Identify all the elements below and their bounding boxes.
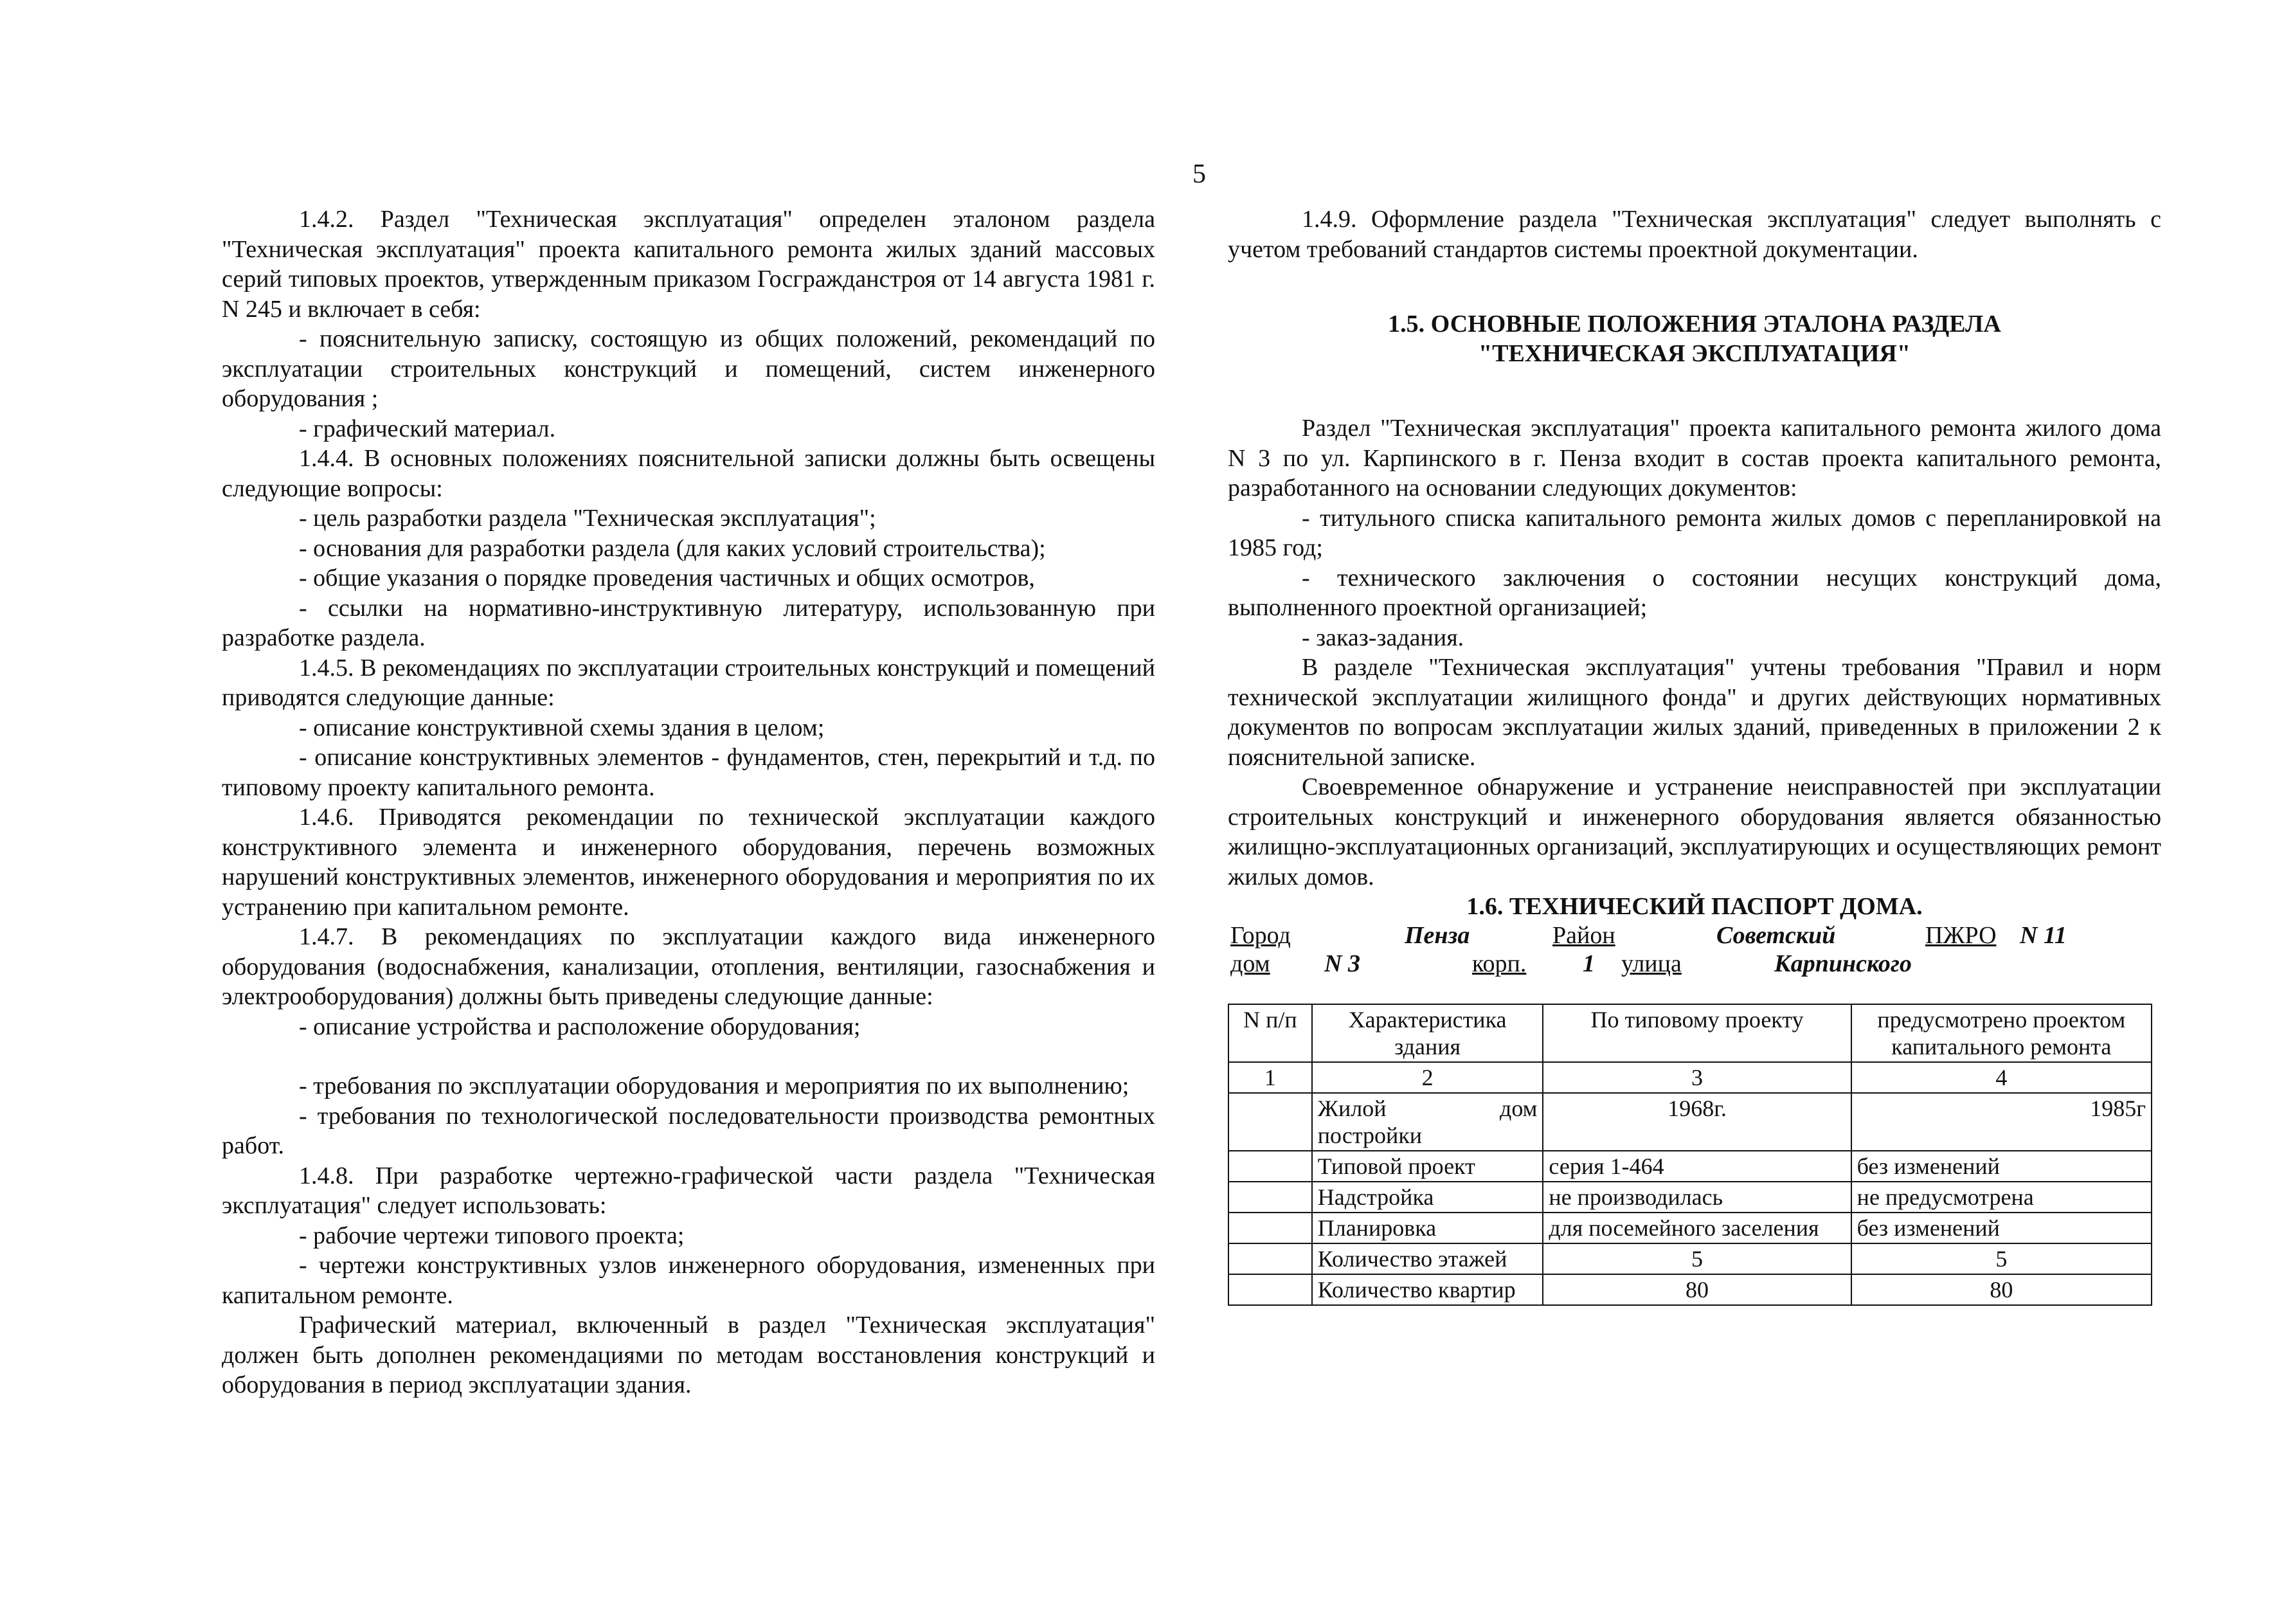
paragraph-requirements: В разделе "Техническая эксплуатация" учтены требования "Правил и норм технической эксплуатации жилищного фонда" и других действующих нормативных документов по вопросам эксплуатации жилых зданий, приведенных в приложении 2 к пояснительной записке. [1228, 654, 2161, 771]
list-item: - графический материал. [299, 415, 556, 442]
paragraph-obligations: Своевременное обнаружение и устранение неисправностей при эксплуатации строительных конструкций и инженерного оборудования является обязанностью жилищно-эксплуатационных организаций, эксплуатирующих и осуществляющих ремонт жилых домов. [1228, 773, 2161, 890]
table-cell [1228, 1213, 1312, 1243]
paragraph-section-basis: Раздел "Техническая эксплуатация" проекта капитального ремонта жилого дома N 3 по ул. Карпинского в г. Пенза входит в состав проекта капитального ремонта, разработанного на основании следующих документов: [1228, 415, 2161, 501]
list-item: - основания для разработки раздела (для каких условий строительства); [299, 534, 1046, 562]
column-number: 1 [1228, 1062, 1312, 1093]
table-cell: Жилой дом постройки [1312, 1093, 1543, 1151]
table-cell: не предусмотрена [1851, 1182, 2152, 1213]
list-item: - титульного списка капитального ремонта жилых домов с перепланировкой на 1985 год; [1228, 504, 2161, 561]
table-row [1228, 1182, 2152, 1213]
paragraph-graphic-material: Графический материал, включенный в раздел "Техническая эксплуатация" должен быть дополнен рекомендациями по методам восстановления конструкций и оборудования в период эксплуатации здания. [222, 1312, 1155, 1398]
list-item: - общие указания о порядке проведения частичных и общих осмотров, [299, 564, 1035, 591]
table-cell [1228, 1182, 1312, 1213]
table-cell: 80 [1543, 1274, 1851, 1305]
header-cell: N п/п [1228, 1004, 1312, 1062]
table-cell: Типовой проект [1312, 1151, 1543, 1182]
table-row [1228, 1243, 2152, 1274]
header-cell: предусмотрено проектом капитального ремонта [1851, 1004, 2152, 1062]
passport-table [1228, 1004, 2152, 1306]
table-cell: не производилась [1543, 1182, 1851, 1213]
table-cell: для посемейного заселения [1543, 1213, 1851, 1243]
table-cell: Надстройка [1312, 1182, 1543, 1213]
list-item: - заказ-задания. [1302, 624, 1464, 651]
column-number: 4 [1851, 1062, 2152, 1093]
table-row [1228, 1274, 2152, 1305]
table-row [1228, 1213, 2152, 1243]
list-item: - описание конструктивной схемы здания в целом; [299, 714, 825, 741]
list-item: - описание устройства и расположение оборудования; [299, 1013, 861, 1040]
table-cell [1228, 1151, 1312, 1182]
zhro-value: N 11 [2020, 922, 2067, 949]
street-label: улица [1621, 950, 1682, 977]
table-cell: без изменений [1851, 1213, 2152, 1243]
column-number: 3 [1543, 1062, 1851, 1093]
table-cell: 5 [1851, 1243, 2152, 1274]
list-item: - требования по технологической последовательности производства ремонтных работ. [222, 1102, 1155, 1159]
table-row [1228, 1151, 2152, 1182]
section-heading-line-2: "ТЕХНИЧЕСКАЯ ЭКСПЛУАТАЦИЯ" [1479, 340, 1911, 367]
district-label: Район [1552, 922, 1615, 949]
header-cell: По типовому проекту [1543, 1004, 1851, 1062]
paragraph-1-4-2: 1.4.2. Раздел "Техническая эксплуатация" определен эталоном раздела "Техническая эксплуатация" проекта капитального ремонта жилых зданий массовых серий типовых проектов, утвержденным приказом Госгражданстроя от 14 августа 1981 г. N 245 и включает в себя: [222, 206, 1155, 323]
table-cell: серия 1-464 [1543, 1151, 1851, 1182]
building-value: 1 [1583, 950, 1595, 977]
paragraph-1-4-9: 1.4.9. Оформление раздела "Техническая эксплуатация" следует выполнять с учетом требований стандартов системы проектной документации. [1228, 206, 2161, 263]
list-item: - цель разработки раздела "Техническая эксплуатация"; [299, 505, 876, 532]
zhro-label: ПЖРО [1925, 922, 1997, 949]
paragraph-1-4-7: 1.4.7. В рекомендациях по эксплуатации каждого вида инженерного оборудования (водоснабжения, канализации, отопления, вентиляции, газоснабжения и электрооборудования) должны быть приведены следующие данные: [222, 923, 1155, 1010]
list-item: - ссылки на нормативно-инструктивную литературу, использованную при разработке раздела. [222, 594, 1155, 651]
table-cell: 1968г. [1543, 1093, 1851, 1151]
table-cell: без изменений [1851, 1151, 2152, 1182]
column-number: 2 [1312, 1062, 1543, 1093]
table-row [1228, 1093, 2152, 1151]
list-item: - рабочие чертежи типового проекта; [299, 1222, 685, 1249]
table-cell [1228, 1243, 1312, 1274]
page-number: 5 [1192, 159, 1206, 189]
house-value: N 3 [1324, 950, 1360, 977]
address-block [1228, 921, 2161, 979]
table-cell: 5 [1543, 1243, 1851, 1274]
table-numbering-row [1228, 1062, 2152, 1093]
right-column [1228, 204, 2161, 1306]
passport-title: 1.6. ТЕХНИЧЕСКИЙ ПАСПОРТ ДОМА. [1466, 893, 1923, 920]
table-cell [1228, 1274, 1312, 1305]
district-value: Советский [1716, 922, 1836, 949]
table-cell: Количество этажей [1312, 1243, 1543, 1274]
city-label: Город [1230, 922, 1291, 949]
table-cell: 80 [1851, 1274, 2152, 1305]
table-header-row [1228, 1004, 2152, 1062]
list-item: - технического заключения о состоянии несущих конструкций дома, выполненного проектной организацией; [1228, 564, 2161, 621]
list-item: - требования по эксплуатации оборудования и мероприятия по их выполнению; [299, 1072, 1129, 1099]
city-value: Пенза [1405, 922, 1470, 949]
list-item: - чертежи конструктивных узлов инженерного оборудования, измененных при капитальном ремонте. [222, 1252, 1155, 1309]
section-heading-1-5 [1228, 309, 2161, 368]
paragraph-1-4-6: 1.4.6. Приводятся рекомендации по технической эксплуатации каждого конструктивного элемента и инженерного оборудования, перечень возможных нарушений конструктивных элементов, инженерного оборудования и мероприятия по их устранению при капитальном ремонте. [222, 804, 1155, 921]
header-cell: Характеристика здания [1312, 1004, 1543, 1062]
building-label: корп. [1472, 950, 1527, 977]
house-label: дом [1230, 950, 1270, 977]
table-cell: 1985г [1851, 1093, 2152, 1151]
street-value: Карпинского [1774, 950, 1912, 977]
section-heading-line-1: 1.5. ОСНОВНЫЕ ПОЛОЖЕНИЯ ЭТАЛОНА РАЗДЕЛА [1388, 311, 2001, 338]
table-cell [1228, 1093, 1312, 1151]
paragraph-1-4-8: 1.4.8. При разработке чертежно-графической части раздела "Техническая эксплуатация" следует использовать: [222, 1162, 1155, 1219]
list-item: - описание конструктивных элементов - фундаментов, стен, перекрытий и т.д. по типовому проекту капитального ремонта. [222, 744, 1155, 801]
table-cell: Количество квартир [1312, 1274, 1543, 1305]
paragraph-1-4-5: 1.4.5. В рекомендациях по эксплуатации строительных конструкций и помещений приводятся следующие данные: [222, 654, 1155, 711]
spacer [222, 1042, 1155, 1071]
table-cell: Планировка [1312, 1213, 1543, 1243]
paragraph-1-4-4: 1.4.4. В основных положениях пояснительной записки должны быть освещены следующие вопросы: [222, 445, 1155, 502]
list-item: - пояснительную записку, состоящую из общих положений, рекомендаций по эксплуатации строительных конструкций и помещений, систем инженерного оборудования ; [222, 325, 1155, 412]
left-column [222, 204, 1155, 1400]
